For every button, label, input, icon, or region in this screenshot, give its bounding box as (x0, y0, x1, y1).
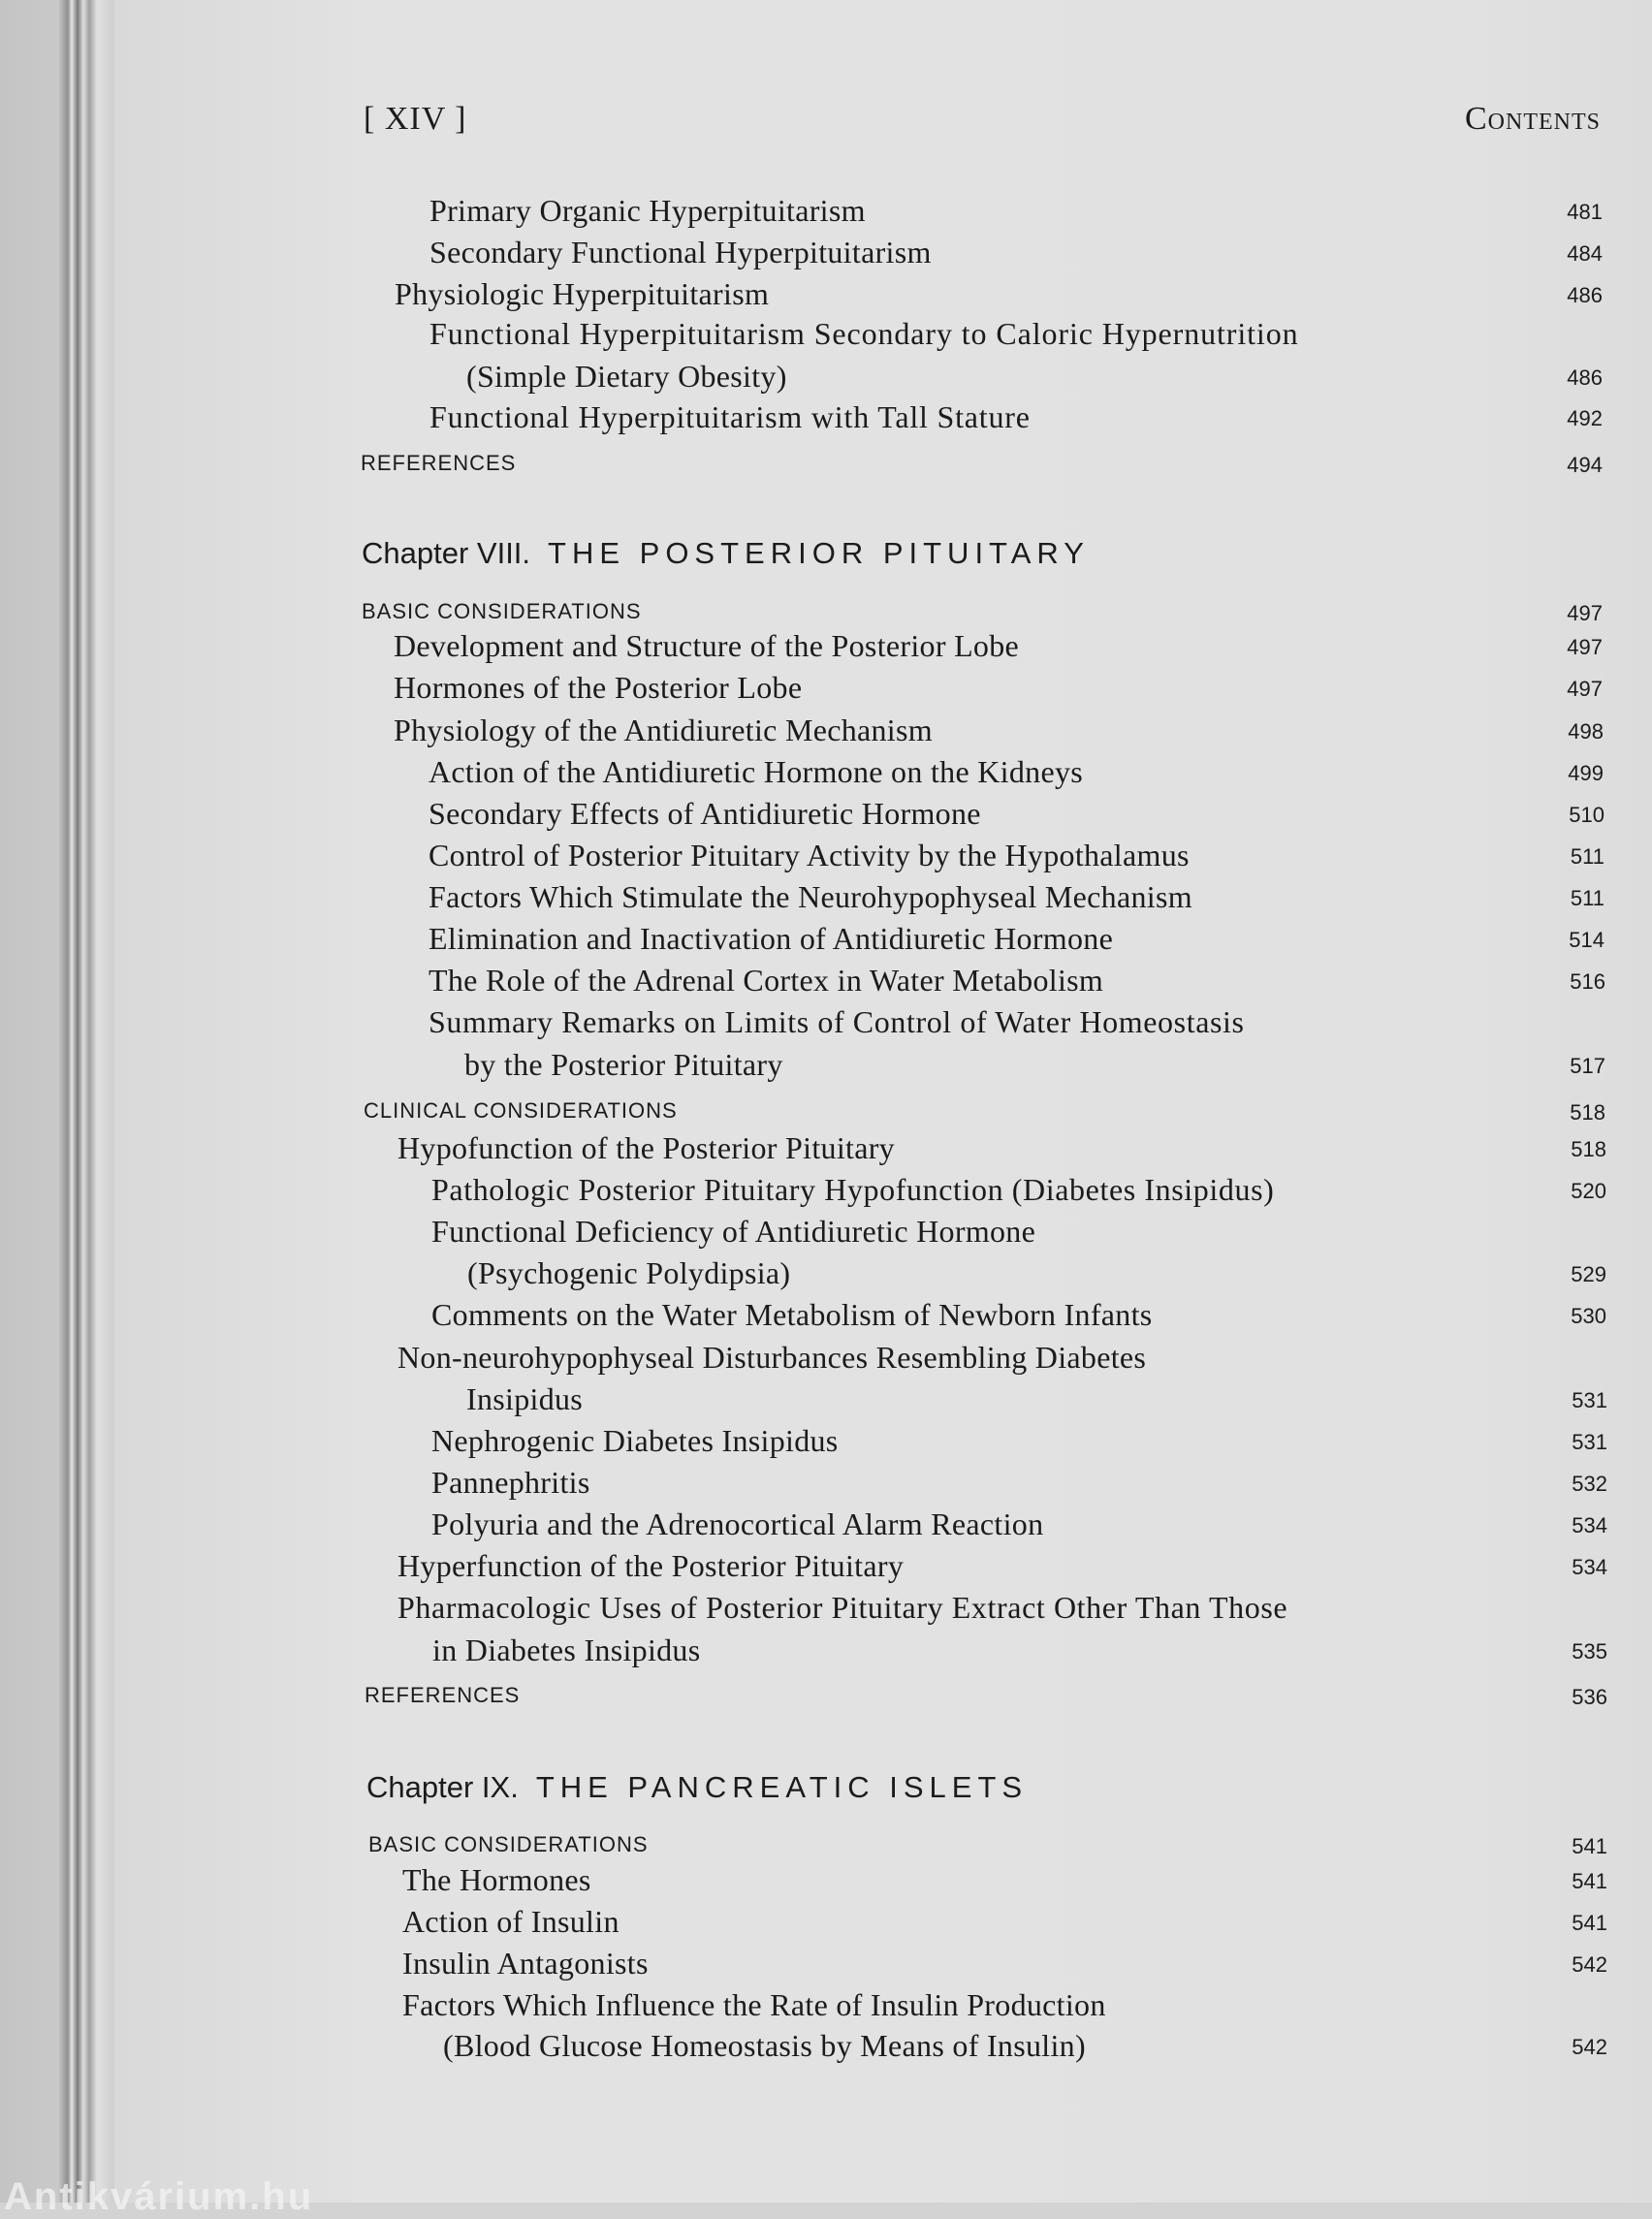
toc-entry-page: 520 (1571, 1179, 1606, 1203)
toc-entry (466, 357, 1603, 396)
toc-entry (394, 626, 1603, 665)
toc-entry (432, 1631, 1607, 1669)
toc-entry-text: Secondary Functional Hyperpituitarism (429, 235, 932, 269)
toc-entry (429, 961, 1605, 999)
toc-entry-text: Elimination and Inactivation of Antidiuretic Hormone (429, 921, 1114, 956)
toc-section-heading (368, 1825, 1607, 1864)
chapter-title: THE PANCREATIC ISLETS (535, 1770, 1029, 1804)
toc-entry-page: 542 (1572, 1952, 1607, 1977)
toc-entry-text: Primary Organic Hyperpituitarism (429, 193, 866, 228)
toc-entry-page: 531 (1572, 1388, 1607, 1412)
toc-entry-page: 511 (1570, 886, 1604, 910)
toc-entry-text: CLINICAL CONSIDERATIONS (364, 1098, 678, 1123)
toc-entry-page: 516 (1570, 969, 1605, 994)
toc-entry (402, 1985, 1607, 2024)
toc-entry (397, 1546, 1607, 1585)
toc-entry-page: 541 (1572, 1911, 1607, 1935)
toc-entry (429, 836, 1604, 874)
toc-entry-page: 497 (1567, 677, 1603, 701)
chapter-title: THE POSTERIOR PITUITARY (548, 536, 1090, 570)
chapter-heading-ix (366, 1768, 1028, 1807)
toc-entry-page: 486 (1567, 283, 1603, 307)
toc-entry-text: (Blood Glucose Homeostasis by Means of Insulin) (443, 2028, 1086, 2063)
toc-entry (431, 1295, 1606, 1334)
toc-entry-page: 481 (1567, 200, 1603, 224)
toc-entry-text: Physiologic Hyperpituitarism (395, 276, 770, 311)
toc-entry (431, 1463, 1607, 1502)
toc-entry (429, 752, 1604, 791)
toc-section-heading (365, 1676, 1607, 1715)
toc-entry-page: 510 (1569, 803, 1604, 827)
toc-entry-page: 486 (1567, 365, 1603, 390)
toc-entry (464, 1045, 1605, 1084)
toc-entry-text: BASIC CONSIDERATIONS (368, 1832, 649, 1856)
toc-entry-text: REFERENCES (365, 1683, 521, 1707)
toc-entry-page: 497 (1567, 601, 1603, 625)
toc-entry-text: Functional Hyperpituitarism Secondary to Caloric Hypernutrition (429, 316, 1299, 351)
toc-entry-text: Functional Deficiency of Antidiuretic Hormone (431, 1214, 1036, 1249)
toc-entry-page: 530 (1571, 1304, 1606, 1328)
toc-entry (429, 1002, 1605, 1041)
toc-entry (431, 1421, 1607, 1460)
toc-entry-page: 517 (1570, 1054, 1605, 1078)
toc-entry (394, 711, 1604, 749)
toc-entry-text: The Role of the Adrenal Cortex in Water Metabolism (429, 963, 1104, 998)
toc-entry (394, 668, 1603, 707)
toc-entry-page: 534 (1572, 1555, 1607, 1579)
toc-entry-page: 536 (1572, 1685, 1607, 1709)
page-number: [ XIV ] (364, 101, 467, 137)
toc-entry-text: Pathologic Posterior Pituitary Hypofunction (Diabetes Insipidus) (431, 1172, 1275, 1207)
toc-entry-text: Insipidus (466, 1381, 584, 1416)
toc-entry (429, 314, 1603, 353)
toc-entry-text: Summary Remarks on Limits of Control of Water Homeostasis (429, 1004, 1245, 1039)
toc-entry-page: 484 (1567, 241, 1603, 266)
toc-entry (429, 191, 1603, 230)
toc-entry-text: Control of Posterior Pituitary Activity by the Hypothalamus (429, 838, 1190, 872)
toc-entry-page: 497 (1567, 635, 1603, 659)
toc-entry-page: 535 (1572, 1639, 1607, 1664)
chapter-label: Chapter VIII. (362, 536, 531, 570)
toc-entry-text: BASIC CONSIDERATIONS (362, 599, 642, 623)
toc-entry-page: 499 (1568, 761, 1604, 785)
toc-entry-text: Hormones of the Posterior Lobe (394, 670, 803, 705)
chapter-label: Chapter IX. (366, 1770, 519, 1804)
toc-entry-text: Secondary Effects of Antidiuretic Hormone (429, 796, 981, 831)
toc-entry-page: 529 (1571, 1262, 1606, 1286)
toc-entry-text: (Simple Dietary Obesity) (466, 359, 787, 394)
toc-entry-text: Functional Hyperpituitarism with Tall Stature (429, 399, 1031, 434)
toc-entry-text: Comments on the Water Metabolism of Newborn Infants (431, 1297, 1153, 1332)
toc-entry (402, 1902, 1607, 1941)
toc-section-heading (361, 444, 1603, 483)
toc-entry-text: Factors Which Influence the Rate of Insulin Production (402, 1987, 1106, 2022)
toc-entry (431, 1170, 1606, 1209)
chapter-heading-viii (362, 534, 1090, 573)
toc-entry-text: REFERENCES (361, 451, 517, 475)
toc-entry-text: Hypofunction of the Posterior Pituitary (397, 1130, 895, 1165)
toc-entry-text: Factors Which Stimulate the Neurohypophyseal Mechanism (429, 879, 1192, 914)
toc-entry (429, 919, 1604, 958)
toc-entry-text: Pannephritis (431, 1465, 590, 1500)
book-spine-edge (0, 0, 114, 2203)
toc-entry-page: 534 (1572, 1513, 1607, 1537)
toc-entry-text: The Hormones (402, 1862, 591, 1897)
toc-entry-text: Non-neurohypophyseal Disturbances Resembling Diabetes (397, 1340, 1147, 1375)
toc-entry-text: Hyperfunction of the Posterior Pituitary (397, 1548, 905, 1583)
toc-entry-text: Polyuria and the Adrenocortical Alarm Reaction (431, 1506, 1044, 1541)
toc-entry-text: Pharmacologic Uses of Posterior Pituitary Extract Other Than Those (397, 1590, 1288, 1625)
toc-entry-text: Action of Insulin (402, 1904, 620, 1939)
toc-entry-text: Nephrogenic Diabetes Insipidus (431, 1423, 839, 1458)
toc-entry (429, 794, 1604, 833)
toc-entry (431, 1505, 1607, 1543)
toc-entry (443, 2026, 1607, 2065)
toc-entry-page: 514 (1569, 928, 1604, 952)
toc-entry (467, 1253, 1606, 1292)
toc-entry-page: 494 (1567, 453, 1603, 477)
toc-entry (397, 1128, 1606, 1167)
toc-entry-text: Action of the Antidiuretic Hormone on the Kidneys (429, 754, 1084, 789)
toc-entry-text: (Psychogenic Polydipsia) (467, 1255, 791, 1290)
toc-entry (395, 274, 1603, 313)
toc-entry-page: 531 (1572, 1430, 1607, 1454)
page-title: Contents (1464, 101, 1601, 137)
toc-entry-text: Development and Structure of the Posterior Lobe (394, 628, 1020, 663)
toc-entry (397, 1338, 1607, 1377)
toc-entry (429, 233, 1603, 271)
toc-entry-page: 541 (1572, 1834, 1607, 1858)
toc-entry-text: Insulin Antagonists (402, 1946, 649, 1981)
toc-entry (431, 1212, 1606, 1251)
toc-entry-page: 498 (1568, 719, 1604, 744)
toc-entry-page: 518 (1570, 1100, 1605, 1125)
toc-entry (429, 397, 1603, 436)
toc-entry-page: 532 (1572, 1472, 1607, 1496)
toc-entry-text: by the Posterior Pituitary (464, 1047, 783, 1082)
toc-entry (397, 1588, 1607, 1627)
toc-entry (402, 1944, 1607, 1982)
toc-entry-text: Physiology of the Antidiuretic Mechanism (394, 713, 933, 747)
toc-section-heading (364, 1092, 1605, 1130)
toc-entry-page: 511 (1570, 844, 1604, 869)
toc-entry (402, 1860, 1607, 1899)
toc-entry (429, 877, 1604, 916)
toc-entry-page: 542 (1572, 2035, 1607, 2059)
toc-entry-page: 518 (1571, 1137, 1606, 1161)
toc-entry-text: in Diabetes Insipidus (432, 1633, 701, 1667)
toc-entry-page: 492 (1567, 406, 1603, 430)
toc-entry-page: 541 (1572, 1869, 1607, 1893)
toc-entry (466, 1379, 1607, 1418)
toc-section-heading (362, 592, 1603, 631)
watermark: Antikvárium.hu (4, 2175, 314, 2218)
